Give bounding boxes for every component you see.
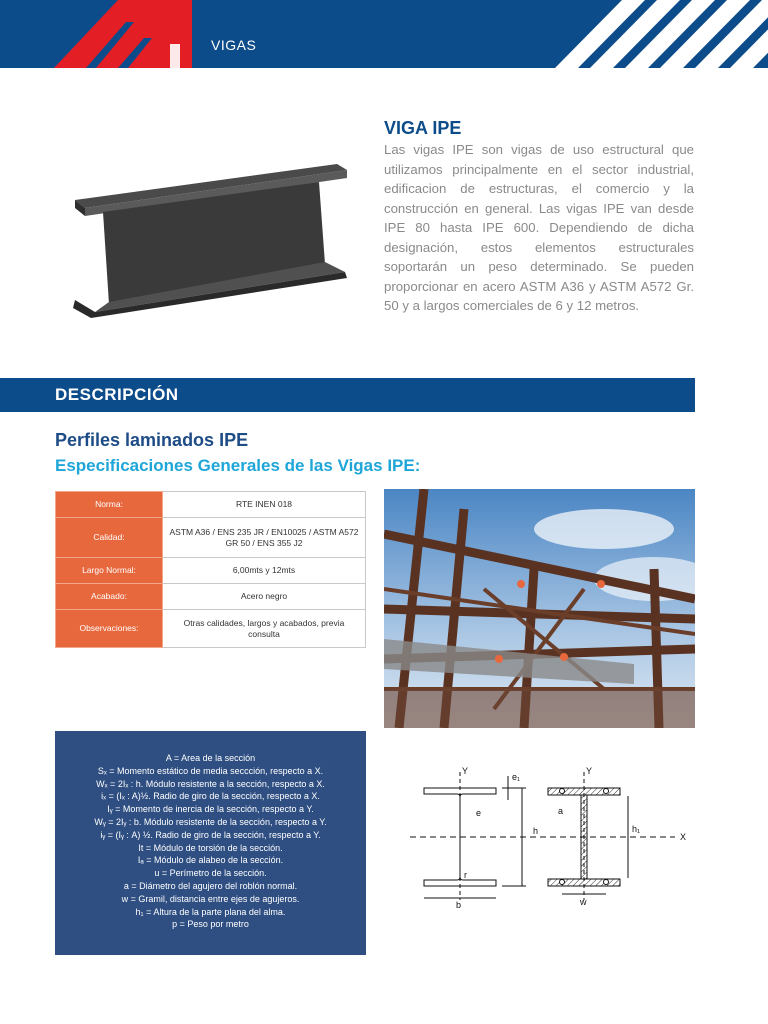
legend-line: p = Peso por metro xyxy=(172,919,249,930)
section-title: VIGAS xyxy=(211,37,257,53)
spec-label: Observaciones: xyxy=(56,610,163,648)
diagram-label-e1: e₁ xyxy=(512,772,521,782)
diagram-label-x: X xyxy=(680,832,687,842)
table-row xyxy=(56,492,366,518)
legend-line: h₁ = Altura de la parte plana del alma. xyxy=(135,906,286,917)
table-row xyxy=(56,584,366,610)
legend-line: u = Perímetro de la sección. xyxy=(154,868,267,879)
spec-value: RTE INEN 018 xyxy=(163,492,366,518)
spec-value: Otras calidades, largos y acabados, previa consulta xyxy=(163,610,366,648)
diagram-label-y: Y xyxy=(462,766,469,776)
page-header xyxy=(0,0,768,68)
legend-line: Wₓ = 2Iₓ : h. Módulo resistente a la sección, respecto a X. xyxy=(96,778,325,789)
ipe-section-diagram xyxy=(410,760,710,910)
diagram-label-a: a xyxy=(558,806,564,816)
legend-line: A = Area de la sección xyxy=(165,753,256,763)
legend-line: a = Diámetro del agujero del roblón normal. xyxy=(123,880,298,891)
table-row xyxy=(56,558,366,584)
diagram-label-r: r xyxy=(464,870,467,880)
diagram-label-y2: Y xyxy=(586,766,593,776)
legend-line: Wᵧ = 2Iᵧ : b. Módulo resistente de la sección, respecto a Y. xyxy=(94,816,327,827)
brand-logo xyxy=(54,0,192,68)
diagram-label-e: e xyxy=(476,808,482,818)
spec-label: Largo Normal: xyxy=(56,558,163,584)
spec-label: Calidad: xyxy=(56,518,163,558)
table-row xyxy=(56,610,366,648)
diagram-label-h1: h₁ xyxy=(632,824,641,834)
ipe-beam-image xyxy=(55,112,365,360)
header-stripes xyxy=(555,0,768,68)
legend-line: iₓ = (Iₓ : A)½. Radio de giro de la sección, respecto a X. xyxy=(101,791,320,802)
spec-value: Acero negro xyxy=(163,584,366,610)
legend-line: Iₐ = Módulo de alabeo de la sección. xyxy=(137,855,284,866)
spec-value: 6,00mts y 12mts xyxy=(163,558,366,584)
spec-value: ASTM A36 / ENS 235 JR / EN10025 / ASTM A572 GR 50 / ENS 355 J2 xyxy=(163,518,366,558)
legend-line: w = Gramil, distancia entre ejes de agujeros. xyxy=(121,893,300,904)
legend-line: Iᵧ = Momento de inercia de la sección, respecto a Y. xyxy=(107,804,314,815)
diagram-label-b: b xyxy=(456,900,462,910)
description-title: DESCRIPCIÓN xyxy=(55,385,179,404)
spec-label: Acabado: xyxy=(56,584,163,610)
legend-line: Sₓ = Momento estático de media seccción, respecto a X. xyxy=(97,765,324,776)
spec-label: Norma: xyxy=(56,492,163,518)
spec-table xyxy=(55,491,366,648)
table-row xyxy=(56,518,366,558)
construction-photo xyxy=(384,489,695,728)
intro-title: VIGA IPE xyxy=(384,118,462,138)
legend-line: iᵧ = (Iᵧ : A) ½. Radio de giro de la sección, respecto a Y. xyxy=(100,829,321,840)
profiles-heading: Perfiles laminados IPE xyxy=(55,430,249,450)
specs-heading: Especificaciones Generales de las Vigas IPE: xyxy=(55,456,421,475)
intro-paragraph: Las vigas IPE son vigas de uso estructural que utilizamos principalmente en el sector industrial, edificacion de estructuras, el comercio y la construcción en general. Las vigas IPE van desde IPE 80 hasta IPE 600. Dependiendo de dicha designación, estos elementos estructurales soportarán un peso determinado. Se pueden proporcionar en acero ASTM A36 y ASTM A572 Gr. 50 y a largos comerciales de 6 y 12 metros. xyxy=(384,142,694,313)
header-graphics xyxy=(0,0,768,68)
diagram-label-w: w xyxy=(580,897,587,907)
diagram-label-h: h xyxy=(533,826,539,836)
description-bar xyxy=(0,378,695,412)
legend-box xyxy=(55,731,366,955)
legend-line: It = Módulo de torsión de la sección. xyxy=(138,842,283,853)
